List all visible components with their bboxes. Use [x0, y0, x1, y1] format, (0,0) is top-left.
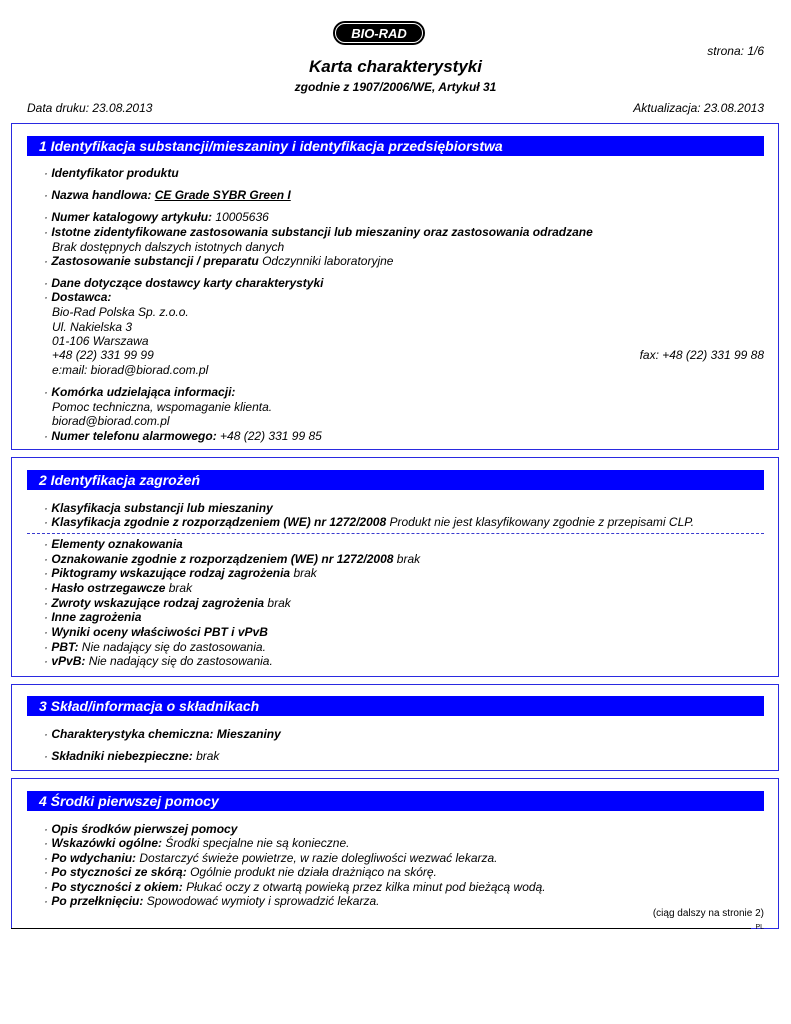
- after-inhalation: · Po wdychaniu: Dostarczyć świeże powietrze, w razie dolegliwości wezwać lekarza.: [44, 851, 498, 865]
- supplier-label: · Dostawca:: [44, 290, 112, 304]
- pbt-results: · Wyniki oceny właściwości PBT i vPvB: [44, 625, 268, 639]
- general-advice: · Wskazówki ogólne: Środki specjalne nie są konieczne.: [44, 836, 350, 850]
- first-aid-description: · Opis środków pierwszej pomocy: [44, 822, 238, 836]
- clp-classification: · Klasyfikacja zgodnie z rozporządzeniem (WE) nr 1272/2008 Produkt nie jest klasyfikowany zgodnie z przepisami CLP.: [44, 515, 695, 529]
- trade-name: · Nazwa handlowa: CE Grade SYBR Green I: [44, 188, 291, 202]
- application: · Zastosowanie substancji / preparatu Odczynniki laboratoryjne: [44, 254, 394, 268]
- supplier-details: · Dane dotyczące dostawcy karty charakterystyki: [44, 276, 324, 290]
- info-department-text: Pomoc techniczna, wspomaganie klienta.: [52, 400, 273, 414]
- supplier-fax: fax: +48 (22) 331 99 88: [639, 348, 764, 362]
- update-date: Aktualizacja: 23.08.2013: [633, 101, 764, 115]
- supplier-street: Ul. Nakielska 3: [52, 320, 133, 334]
- vpvb: · vPvB: Nie nadający się do zastosowania.: [44, 654, 273, 668]
- identified-uses: · Istotne zidentyfikowane zastosowania substancji lub mieszaniny oraz zastosowania odradzane: [44, 225, 593, 239]
- section-3-header: 3 Skład/informacja o składnikach: [27, 696, 764, 716]
- classification: · Klasyfikacja substancji lub mieszaniny: [44, 501, 273, 515]
- section-divider: [27, 533, 764, 534]
- clp-labelling: · Oznakowanie zgodnie z rozporządzeniem (WE) nr 1272/2008 brak: [44, 552, 421, 566]
- emergency-phone: · Numer telefonu alarmowego: +48 (22) 331 99 85: [44, 429, 322, 443]
- info-department: · Komórka udzielająca informacji:: [44, 385, 236, 399]
- identified-uses-text: Brak dostępnych dalszych istotnych danych: [52, 240, 285, 254]
- bio-rad-logo: [332, 20, 426, 46]
- hazard-pictograms: · Piktogramy wskazujące rodzaj zagrożenia brak: [44, 566, 317, 580]
- supplier-email: e:mail: biorad@biorad.com.pl: [52, 363, 209, 377]
- pbt: · PBT: Nie nadający się do zastosowania.: [44, 640, 266, 654]
- after-eye-contact: · Po styczności z okiem: Płukać oczy z otwartą powieką przez kilka minut pod bieżącą wodą.: [44, 880, 546, 894]
- catalog-number: · Numer katalogowy artykułu: 10005636: [44, 210, 269, 224]
- section-1-header: 1 Identyfikacja substancji/mieszaniny i identyfikacja przedsiębiorstwa: [27, 136, 764, 156]
- continued-note: (ciąg dalszy na stronie 2): [652, 908, 764, 919]
- other-hazards: · Inne zagrożenia: [44, 610, 142, 624]
- footer-rule: [11, 928, 751, 929]
- language-code: PL: [755, 924, 764, 931]
- section-4-header: 4 Środki pierwszej pomocy: [27, 791, 764, 811]
- print-date: Data druku: 23.08.2013: [27, 101, 153, 115]
- page-number: strona: 1/6: [707, 44, 764, 58]
- dangerous-components: · Składniki niebezpieczne: brak: [44, 749, 220, 763]
- info-department-email: biorad@biorad.com.pl: [52, 414, 170, 428]
- product-identifier: · Identyfikator produktu: [44, 166, 179, 180]
- after-skin-contact: · Po styczności ze skórą: Ogólnie produkt nie działa drażniąco na skórę.: [44, 865, 437, 879]
- document-subtitle: zgodnie z 1907/2006/WE, Artykuł 31: [294, 80, 497, 94]
- supplier-phone: +48 (22) 331 99 99: [52, 348, 154, 362]
- logo-text: BIO-RAD: [351, 26, 407, 41]
- chemical-characterization: · Charakterystyka chemiczna: Mieszaniny: [44, 727, 281, 741]
- supplier-name: Bio-Rad Polska Sp. z.o.o.: [52, 305, 189, 319]
- signal-word: · Hasło ostrzegawcze brak: [44, 581, 193, 595]
- hazard-statements: · Zwroty wskazujące rodzaj zagrożenia brak: [44, 596, 291, 610]
- supplier-city: 01-106 Warszawa: [52, 334, 149, 348]
- document-title: Karta charakterystyki: [309, 57, 482, 76]
- after-swallowing: · Po przełknięciu: Spowodować wymioty i sprowadzić lekarza.: [44, 894, 380, 908]
- label-elements: · Elementy oznakowania: [44, 537, 183, 551]
- section-2-header: 2 Identyfikacja zagrożeń: [27, 470, 764, 490]
